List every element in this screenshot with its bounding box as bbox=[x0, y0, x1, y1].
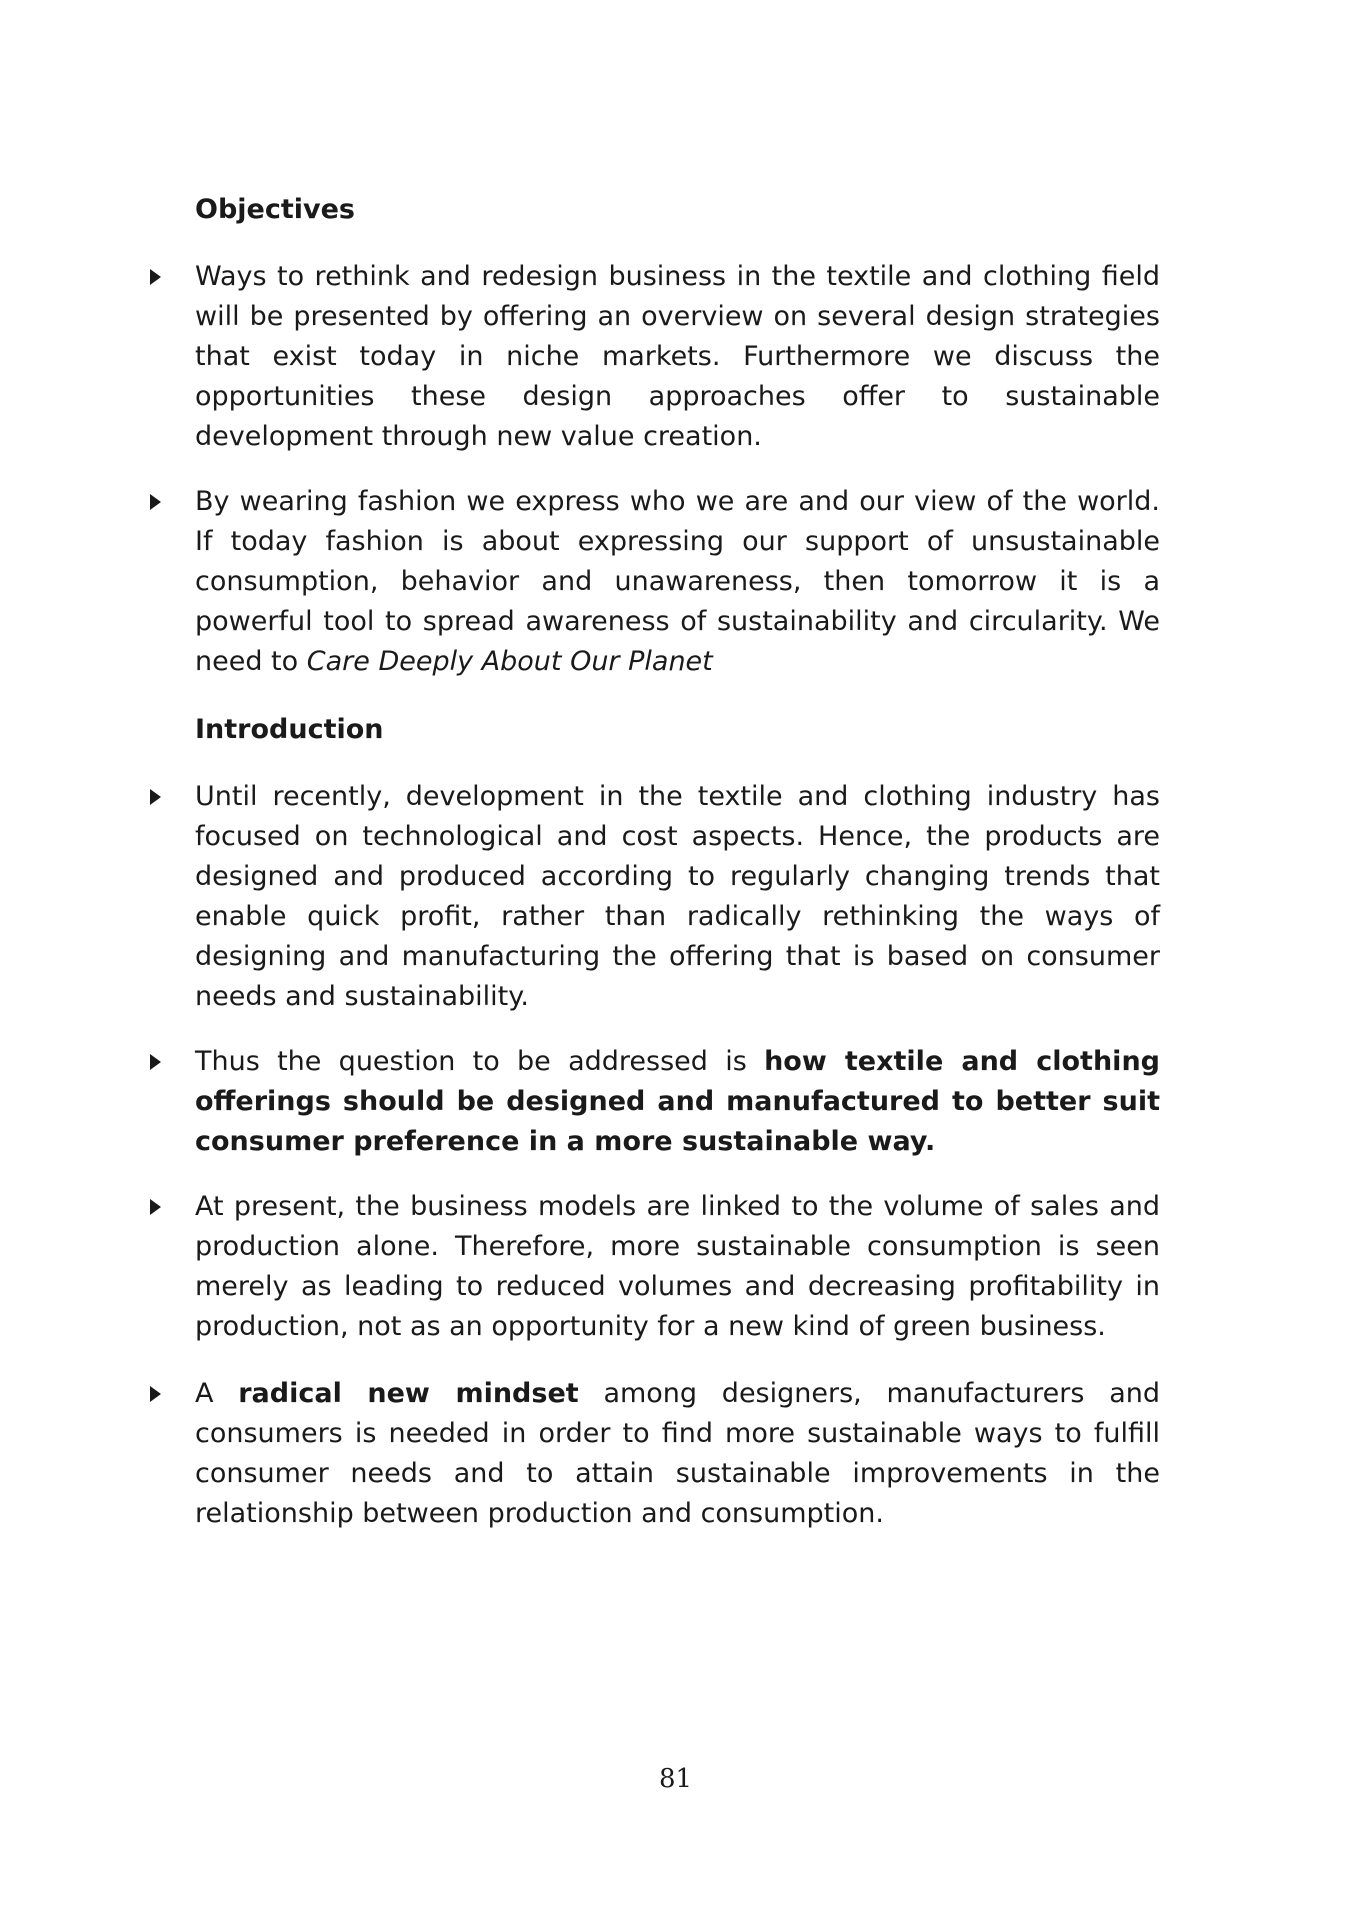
paragraph-text: Thus the question to be addressed is bbox=[195, 1046, 765, 1077]
bold-text: radical new mindset bbox=[238, 1378, 579, 1409]
bullet-icon bbox=[150, 1199, 161, 1215]
emphasis-text: Care Deeply About Our Planet bbox=[306, 646, 713, 677]
introduction-paragraph-3: At present, the business models are linked to the volume of sales and production alone. Therefore, more sustainable consumption is seen merely as leading to reduced volumes and decreasing profitability in production, not as an opportunity for a new kind of green business. bbox=[195, 1191, 1160, 1342]
introduction-heading: Introduction bbox=[195, 714, 384, 745]
introduction-paragraph-4 bbox=[195, 1374, 1160, 1534]
introduction-paragraph-1: Until recently, development in the textile and clothing industry has focused on technological and cost aspects. Hence, the products are designed and produced according to regularly changing trends that enable quick profit, rather than radically rethinking the ways of designing and manufacturing the offering that is based on consumer needs and sustainability. bbox=[195, 781, 1160, 1012]
paragraph-text: By wearing fashion we express who we are and our view of the world. If today fashion is about expressing our support of unsustainable consumption, behavior and unawareness, then tomorrow it is a powerful tool to spread awareness of sustainability and circularity. We need to bbox=[195, 486, 1160, 677]
bullet-icon bbox=[150, 1054, 161, 1070]
objectives-heading: Objectives bbox=[195, 194, 355, 225]
bullet-icon bbox=[150, 494, 161, 510]
bullet-icon bbox=[150, 789, 161, 805]
introduction-paragraph-2 bbox=[195, 1042, 1160, 1162]
objective-paragraph-2 bbox=[195, 482, 1160, 682]
paragraph-text: among designers, manufacturers and consumers is needed in order to find more sustainable ways to fulfill consumer needs and to attain sustainable improvements in the relationship between production and consumption. bbox=[195, 1378, 1160, 1529]
objective-paragraph-1: Ways to rethink and redesign business in the textile and clothing field will be presented by offering an overview on several design strategies that exist today in niche markets. Furthermore we discuss the opportunities these design approaches offer to sustainable development through new value creation. bbox=[195, 261, 1160, 452]
bold-text: how textile and clothing offerings should be designed and manufactured to better suit consumer preference in a more sustainable way. bbox=[195, 1046, 1160, 1157]
page-number: 81 bbox=[658, 1764, 693, 1794]
bullet-icon bbox=[150, 269, 161, 285]
bullet-icon bbox=[150, 1386, 161, 1402]
paragraph-text: A bbox=[195, 1378, 239, 1409]
